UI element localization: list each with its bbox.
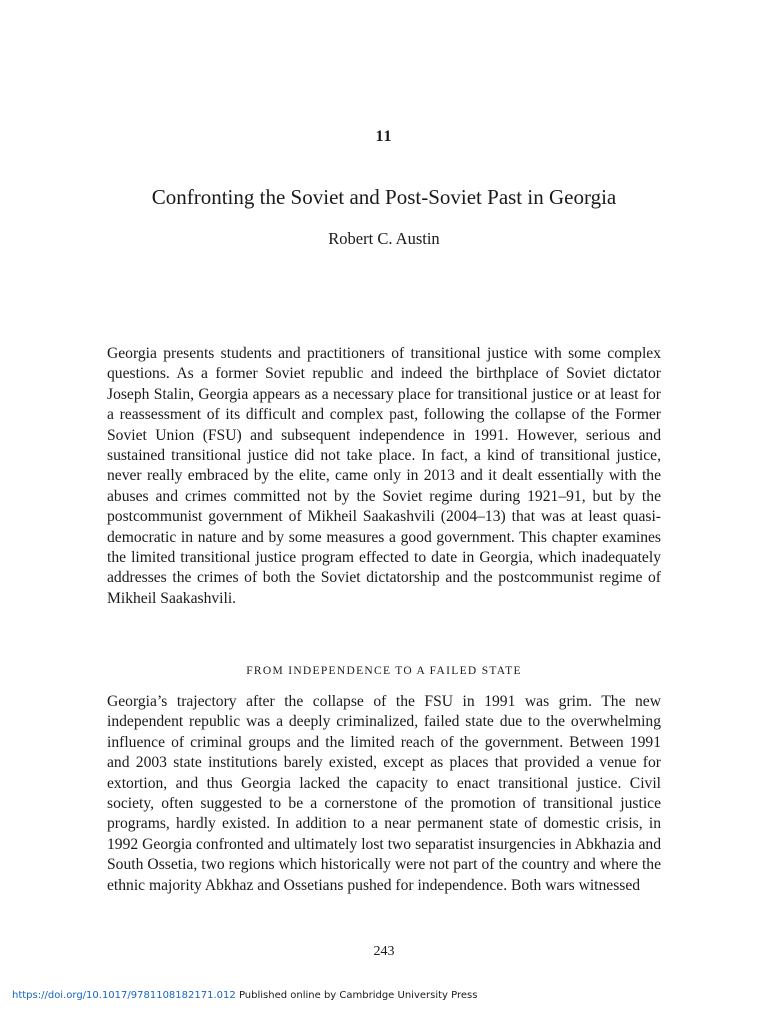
body-paragraph-2: Georgia’s trajectory after the collapse of the FSU in 1991 was grim. The new independent republic was a deeply criminalized, failed state due to the overwhelming influence of criminal groups and the limited reach of the government. Between 1991 and 2003 state institutions barely existed, except as places that provided a venue for extortion, and thus Georgia lacked the capacity to enact transitional justice. Civil society, often suggested to be a cornerstone of the promotion of transitional justice programs, hardly existed. In addition to a near permanent state of domestic crisis, in 1992 Georgia confronted and ultimately lost two separatist insurgencies in Abkhazia and South Ossetia, two regions which historically were not part of the country and where the ethnic majority Abkhaz and Ossetians pushed for independence. Both wars witnessed [107,693,661,894]
doi-link[interactable]: https://doi.org/10.1017/9781108182171.012 [12,990,236,1001]
footer [12,990,477,1001]
chapter-number: 11 [375,128,393,145]
chapter-author: Robert C. Austin [328,229,440,248]
page-number: 243 [373,944,395,959]
published-note: Published online by Cambridge University Press [238,990,478,1001]
chapter-title: Confronting the Soviet and Post-Soviet Past in Georgia [151,185,617,209]
section-heading: FROM INDEPENDENCE TO A FAILED STATE [246,665,522,677]
body-paragraph-1: Georgia presents students and practitioners of transitional justice with some complex questions. As a former Soviet republic and indeed the birthplace of Soviet dictator Joseph Stalin, Georgia appears as a necessary place for transitional justice or at least for a reassessment of its difficult and complex past, following the collapse of the Former Soviet Union (FSU) and subsequent independence in 1991. However, serious and sustained transitional justice did not take place. In fact, a kind of transitional justice, never really embraced by the elite, came only in 2013 and it dealt essentially with the abuses and crimes committed not by the Soviet regime during 1921–91, but by the postcommunist government of Mikheil Saakashvili (2004–13) that was at least quasi-democratic in nature and by some measures a good government. This chapter examines the limited transitional justice program effected to date in Georgia, which inadequately addresses the crimes of both the Soviet dictatorship and the postcommunist regime of Mikheil Saakashvili. [107,345,661,607]
